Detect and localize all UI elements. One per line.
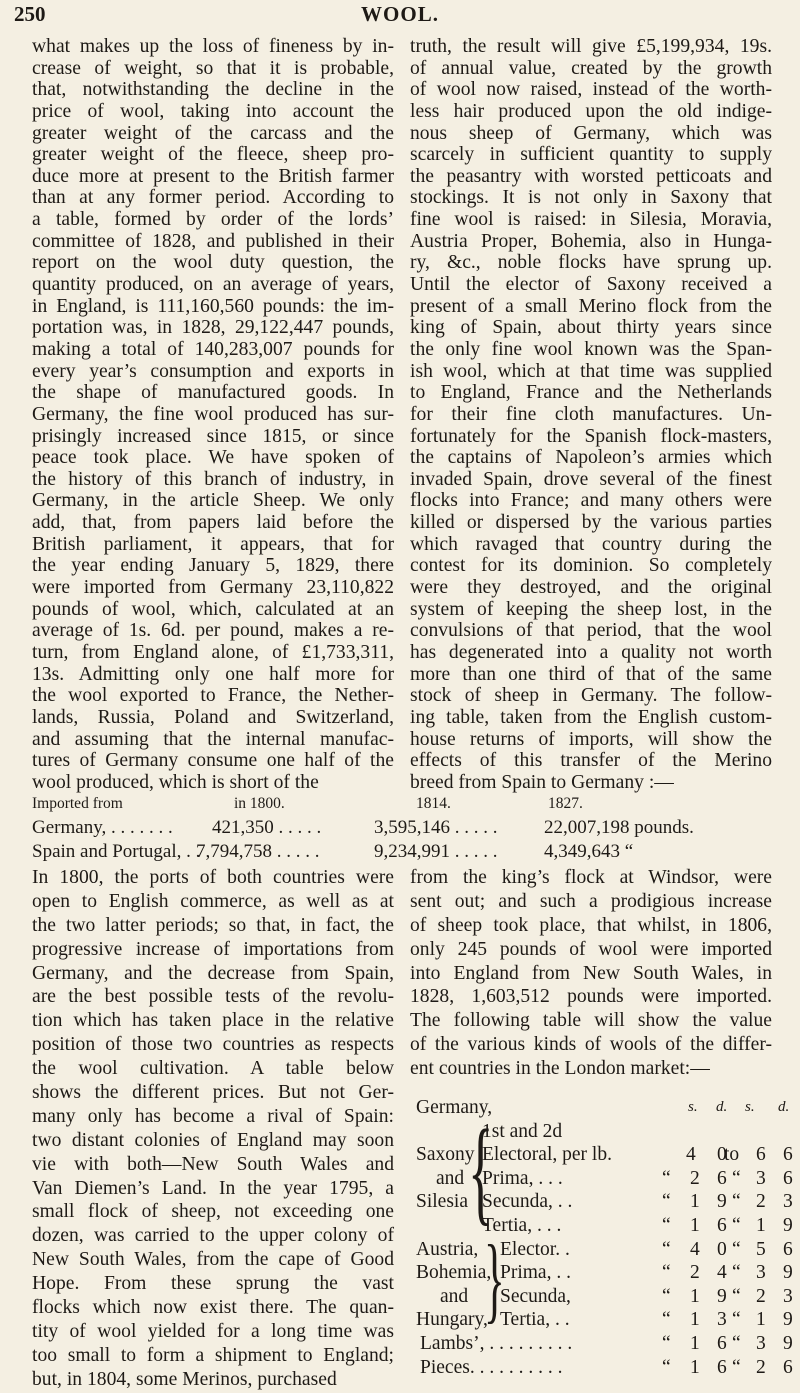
grade-label: Prima, . . [500, 1262, 571, 1284]
grade-label: Secunda, . . [482, 1191, 573, 1213]
text-line: portation was, in 1828, 29,122,447 pounds, [32, 317, 394, 339]
text-line: vie with both—New South Wales and [32, 1153, 394, 1175]
text-line: invaded Spain, drove several of the finest [410, 468, 772, 490]
price-s1: 4 [686, 1144, 696, 1166]
header-1800: in 1800. [234, 795, 285, 812]
text-line: Germany, and the decrease from Spain, [32, 962, 394, 984]
price-d2: 9 [783, 1309, 793, 1331]
price-country: Germany, [416, 1097, 493, 1118]
text-line: ing table, taken from the English custom- [410, 706, 772, 728]
region-label: Lambs’, . . . . . . . . . [420, 1332, 573, 1354]
region-label: and [440, 1285, 469, 1307]
text-line: open to English commerce, as well as at [32, 890, 394, 912]
price-d2: 9 [783, 1332, 793, 1354]
text-line: flocks which now exist there. The quan- [32, 1297, 394, 1319]
price-s2: 3 [756, 1332, 766, 1354]
price-d2: 6 [783, 1167, 793, 1189]
text-line: than at any former period. According to [32, 187, 394, 209]
text-line: making a total of 140,283,007 pounds for [32, 338, 394, 360]
price-ditto: “ [662, 1167, 671, 1189]
region-label: Bohemia, [416, 1262, 492, 1284]
price-s1: 2 [690, 1262, 700, 1284]
text-line: more than one third of that of the same [410, 663, 772, 685]
text-line: Germany, the fine wool produced has sur- [32, 403, 394, 425]
price-d2: 6 [783, 1144, 793, 1166]
text-line: committee of 1828, and published in their [32, 230, 394, 252]
text-line: are the best possible tests of the revolu- [32, 986, 394, 1008]
right-column-bottom [410, 866, 772, 1081]
text-line: progressive increase of importations from [32, 938, 394, 960]
text-line: 13s. Admitting only one half more for [32, 663, 394, 685]
price-s2: 2 [756, 1191, 766, 1213]
price-to: “ [732, 1214, 741, 1236]
text-line: fine wool is raised: in Silesia, Moravia, [410, 209, 772, 231]
text-line: stock of sheep in Germany. The follow- [410, 685, 772, 707]
text-line: convulsions of that period, that the wool [410, 620, 772, 642]
price-d1: 4 [717, 1262, 727, 1284]
text-line: position of those two countries as respects [32, 1034, 394, 1056]
grade-label: Tertia, . . [500, 1309, 570, 1331]
text-line: of wool now raised, instead of the worth- [410, 79, 772, 101]
unit-d: d. [716, 1099, 728, 1115]
text-line: flocks into France; and many others were [410, 490, 772, 512]
text-line: greater weight of the carcass and the [32, 122, 394, 144]
price-s1: 1 [690, 1356, 700, 1378]
text-line: ent countries in the London market:— [410, 1058, 710, 1080]
price-ditto: “ [662, 1332, 671, 1354]
text-line: the only fine wool known was the Span- [410, 338, 772, 360]
text-line: ry, &c., noble flocks have sprung up. [410, 252, 772, 274]
price-s2: 2 [756, 1285, 766, 1307]
region-label: Hungary, [416, 1309, 488, 1331]
unit-s: s. [688, 1099, 698, 1115]
cell-country: Germany, . . . . . . . [32, 817, 173, 838]
text-line: price of wool, taking into account the [32, 100, 394, 122]
price-s2: 1 [756, 1214, 766, 1236]
text-line: shows the different prices. But not Ger- [32, 1082, 394, 1104]
text-line: the wool exported to France, the Nether- [32, 685, 394, 707]
brace-icon: } [484, 1225, 505, 1332]
price-d1: 6 [717, 1167, 727, 1189]
text-line: tity of wool yielded for a long time was [32, 1320, 394, 1342]
price-ditto: “ [662, 1262, 671, 1284]
price-s1: 4 [690, 1238, 700, 1260]
page-number: 250 [14, 2, 46, 26]
text-line: of annual value, created by the growth [410, 57, 772, 79]
text-line: average of 1s. 6d. per pound, makes a re- [32, 620, 394, 642]
text-line: but, in 1804, some Merinos, purchased [32, 1368, 337, 1390]
price-ditto: “ [662, 1214, 671, 1236]
price-d1: 0 [717, 1238, 727, 1260]
text-line: breed from Spain to Germany :— [410, 771, 674, 793]
text-line: the two latter periods; so that, in fact, the [32, 914, 394, 936]
text-line: of sheep took place, that whilst, in 1806, [410, 914, 772, 936]
price-to: “ [732, 1332, 741, 1354]
text-line: the history of this branch of industry, in [32, 468, 394, 490]
price-d2: 6 [783, 1238, 793, 1260]
text-line: were they destroyed, and the original [410, 577, 772, 599]
grade-label: Tertia, . . . [482, 1214, 562, 1236]
text-line: system of keeping the sheep lost, in the [410, 598, 772, 620]
price-s1: 2 [690, 1167, 700, 1189]
text-line: In 1800, the ports of both countries were [32, 867, 394, 888]
text-line: truth, the result will give £5,199,934, 19s. [410, 36, 772, 57]
text-line: the wool cultivation. A table below [32, 1058, 394, 1080]
price-s1: 1 [690, 1191, 700, 1213]
region-label: Austria, [416, 1238, 479, 1260]
text-line: British parliament, it appears, that for [32, 533, 394, 555]
text-line: has degenerated into a quality not worth [410, 641, 772, 663]
price-to: “ [732, 1191, 741, 1213]
price-d2: 3 [783, 1191, 793, 1213]
price-d2: 9 [783, 1262, 793, 1284]
unit-d: d. [778, 1099, 790, 1115]
grade-label: Prima, . . . [482, 1167, 563, 1189]
price-d1: 0 [717, 1144, 727, 1166]
price-s1: 1 [690, 1332, 700, 1354]
price-to: “ [732, 1238, 741, 1260]
price-d2: 9 [783, 1214, 793, 1236]
price-d1: 3 [717, 1309, 727, 1331]
text-line: duce more at present to the British farmer [32, 165, 394, 187]
header-1814: 1814. [416, 795, 451, 812]
right-column-top [410, 36, 772, 793]
price-to: “ [732, 1167, 741, 1189]
price-s2: 2 [756, 1356, 766, 1378]
region-label: and [436, 1167, 465, 1189]
imports-table [32, 792, 772, 864]
text-line: less hair produced upon the old indige- [410, 100, 772, 122]
price-d1: 6 [717, 1356, 727, 1378]
text-line: turn, from England alone, of £1,733,311, [32, 641, 394, 663]
text-line: that, notwithstanding the decline in the [32, 79, 394, 101]
text-line: lands, Russia, Poland and Switzerland, [32, 706, 394, 728]
wool-price-table [416, 1096, 793, 1379]
price-s2: 1 [756, 1309, 766, 1331]
text-line: the shape of manufactured goods. In [32, 382, 394, 404]
text-line: prisingly increased since 1815, or since [32, 425, 394, 447]
price-to: to [724, 1144, 740, 1166]
price-to: “ [732, 1356, 741, 1378]
price-s2: 5 [756, 1238, 766, 1260]
text-line: killed or dispersed by the various parties [410, 512, 772, 534]
cell-1814: 9,234,991 . . . . . [374, 841, 498, 862]
text-line: Hope. From these sprung the vast [32, 1273, 394, 1295]
header-imported-from: Imported from [32, 795, 123, 812]
text-line: stockings. It is not only in Saxony that [410, 187, 772, 209]
cell-1800: 421,350 . . . . . [212, 817, 322, 838]
price-ditto: “ [662, 1356, 671, 1378]
price-ditto: “ [662, 1238, 671, 1260]
text-line: the year ending January 5, 1829, there [32, 555, 394, 577]
text-line: the peasantry with worsted petticoats and [410, 165, 772, 187]
price-d1: 6 [717, 1214, 727, 1236]
text-line: a table, formed by order of the lords’ [32, 209, 394, 231]
text-line: two distant colonies of England may soon [32, 1129, 394, 1151]
text-line: report on the wool duty question, the [32, 252, 394, 274]
price-d1: 9 [717, 1191, 727, 1213]
price-to: “ [732, 1309, 741, 1331]
price-to: “ [732, 1285, 741, 1307]
grade-label: Secunda, [500, 1285, 571, 1307]
text-line: fortunately for the Spanish flock-masters, [410, 425, 772, 447]
imports-row [32, 816, 772, 840]
text-line: present of a small Merino flock from the [410, 295, 772, 317]
price-d2: 6 [783, 1356, 793, 1378]
price-to: “ [732, 1262, 741, 1284]
text-line: house returns of imports, will show the [410, 728, 772, 750]
region-label: Saxony [416, 1144, 475, 1166]
text-line: dozen, was carried to the upper colony of [32, 1225, 394, 1247]
price-row [420, 1356, 793, 1380]
cell-1827: 22,007,198 pounds. [544, 817, 694, 838]
text-line: of the various kinds of wools of the differ- [410, 1034, 772, 1056]
text-line: only 245 pounds of wool were imported [410, 938, 772, 960]
price-ditto: “ [662, 1191, 671, 1213]
text-line: contest for its dominion. So completely [410, 555, 772, 577]
text-line: were imported from Germany 23,110,822 [32, 577, 394, 599]
header-1827: 1827. [548, 795, 583, 812]
price-s2: 6 [756, 1144, 766, 1166]
text-line: the captains of Napoleon’s armies which [410, 447, 772, 469]
price-d1: 6 [717, 1332, 727, 1354]
price-d1: 9 [717, 1285, 727, 1307]
price-s1: 1 [690, 1309, 700, 1331]
running-title: WOOL. [361, 2, 439, 26]
text-line: quantity produced, on an average of years, [32, 274, 394, 296]
grade-label: Elector. . [500, 1238, 570, 1260]
cell-1800: 7,794,758 . . . . . [196, 841, 320, 862]
text-line: into England from New South Wales, in [410, 962, 772, 984]
text-line: effects of this transfer of the Merino [410, 750, 772, 772]
grade-label: Electoral, per lb. [482, 1144, 612, 1166]
text-line: ish wool, which at that time was supplied [410, 360, 772, 382]
cell-1814: 3,595,146 . . . . . [374, 817, 498, 838]
text-line: in England, is 111,160,560 pounds: the im- [32, 295, 394, 317]
text-line: and assuming that the internal manufac- [32, 728, 394, 750]
text-line: wool produced, which is short of the [32, 771, 319, 793]
text-line: 1828, 1,603,512 pounds were imported. [410, 986, 772, 1008]
imports-header-row [32, 792, 772, 816]
text-line: Van Diemen’s Land. In the year 1795, a [32, 1177, 394, 1199]
text-line: add, that, from papers laid before the [32, 512, 394, 534]
page-header [0, 0, 800, 30]
left-column-top [32, 36, 394, 793]
text-line: scarcely in sufficient quantity to supply [410, 144, 772, 166]
price-s1: 1 [690, 1214, 700, 1236]
text-line: every year’s consumption and exports in [32, 360, 394, 382]
unit-s: s. [745, 1099, 755, 1115]
text-line: many only has become a rival of Spain: [32, 1105, 394, 1127]
price-ditto: “ [662, 1285, 671, 1307]
region-label: Pieces. . . . . . . . . . [420, 1356, 563, 1378]
text-line: which ravaged that country during the [410, 533, 772, 555]
cell-1827: 4,349,643 “ [544, 841, 634, 862]
text-line: The following table will show the value [410, 1010, 772, 1032]
text-line: to England, France and the Netherlands [410, 382, 772, 404]
text-line: tures of Germany consume one half of the [32, 750, 394, 772]
text-line: king of Spain, about thirty years since [410, 317, 772, 339]
price-s2: 3 [756, 1262, 766, 1284]
text-line: tion which has taken place in the relative [32, 1010, 394, 1032]
text-line: Austria Proper, Bohemia, also in Hunga- [410, 230, 772, 252]
text-line: pounds of wool, which, calculated at an [32, 598, 394, 620]
price-s1: 1 [690, 1285, 700, 1307]
text-line: crease of weight, so that it is probable, [32, 57, 394, 79]
text-line: too small to form a shipment to England; [32, 1344, 394, 1366]
text-line: sent out; and such a prodigious increase [410, 890, 772, 912]
region-label: Silesia [416, 1191, 468, 1213]
grade-label: 1st and 2d [482, 1120, 563, 1142]
imports-row [32, 840, 772, 864]
cell-country: Spain and Portugal, . . [32, 841, 201, 862]
text-line: peace took place. We have spoken of [32, 447, 394, 469]
price-d2: 3 [783, 1285, 793, 1307]
price-ditto: “ [662, 1309, 671, 1331]
text-line: greater weight of the fleece, sheep pro- [32, 144, 394, 166]
left-column-bottom [32, 866, 394, 1392]
text-line: nous sheep of Germany, which was [410, 122, 772, 144]
price-row [420, 1332, 793, 1356]
brace-icon: { [468, 1105, 494, 1236]
price-s2: 3 [756, 1167, 766, 1189]
text-line: what makes up the loss of fineness by in- [32, 36, 394, 57]
text-line: from the king’s flock at Windsor, were [410, 867, 772, 888]
text-line: Germany, in the article Sheep. We only [32, 490, 394, 512]
text-line: for their fine cloth manufactures. Un- [410, 403, 772, 425]
text-line: New South Wales, from the cape of Good [32, 1249, 394, 1271]
text-line: Until the elector of Saxony received a [410, 274, 772, 296]
text-line: small flock of sheep, not exceeding one [32, 1201, 394, 1223]
